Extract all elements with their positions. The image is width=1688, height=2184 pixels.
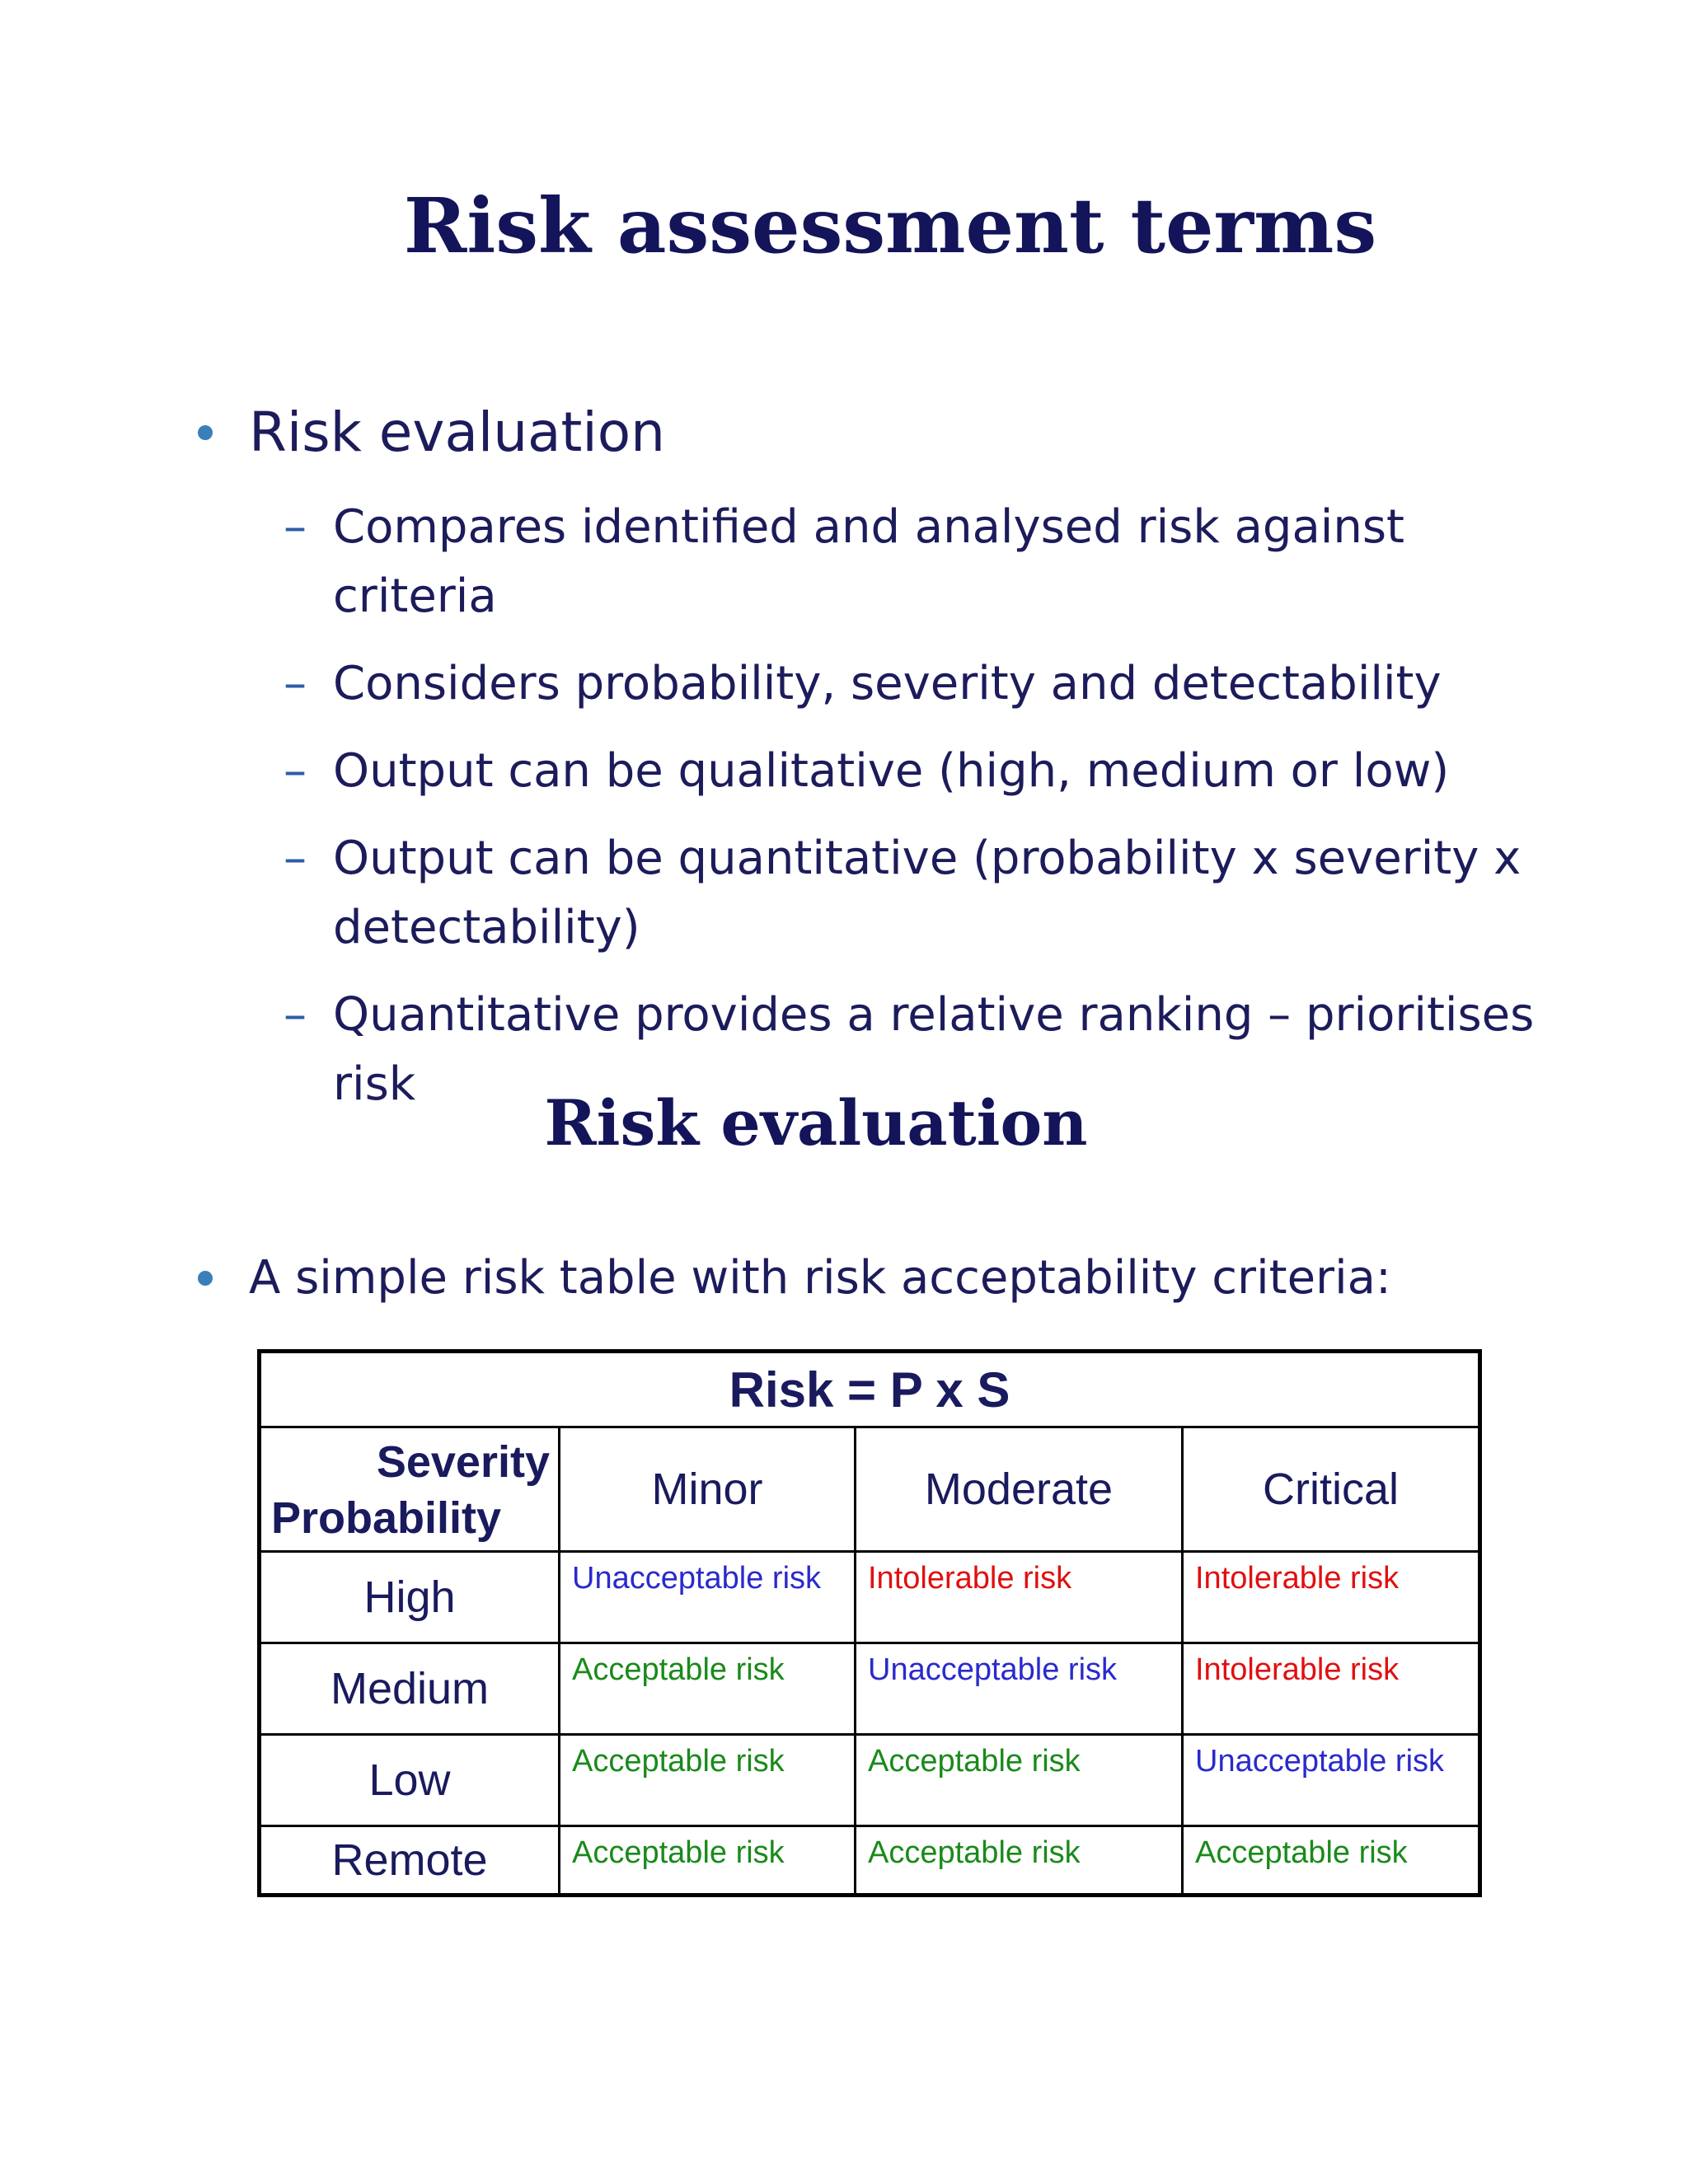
risk-formula: Risk = P x S (260, 1352, 1480, 1427)
severity-label: Severity (376, 1437, 550, 1487)
sub-item (284, 824, 1569, 963)
row-header: Low (260, 1735, 560, 1826)
column-header: Critical (1183, 1427, 1480, 1552)
section-title: Risk evaluation (544, 1086, 1088, 1160)
axis-header-cell (260, 1427, 560, 1552)
probability-label: Probability (271, 1493, 502, 1543)
dash-icon: – (284, 500, 307, 554)
risk-table (257, 1349, 1482, 1897)
sub-item-text: Quantitative provides a relative ranking – prioritises risk (333, 988, 1535, 1111)
dash-icon: – (284, 744, 307, 798)
table-row (260, 1552, 1480, 1643)
sub-list (284, 493, 1569, 1137)
sub-item (284, 649, 1569, 719)
sub-item-text: Output can be qualitative (high, medium or low) (333, 744, 1450, 798)
row-header: High (260, 1552, 560, 1643)
risk-cell: Acceptable risk (560, 1826, 856, 1896)
risk-cell: Acceptable risk (560, 1643, 856, 1735)
column-header: Moderate (856, 1427, 1183, 1552)
dash-icon: – (284, 832, 307, 885)
risk-cell: Intolerable risk (856, 1552, 1183, 1643)
sub-item-text: Considers probability, severity and detectability (333, 657, 1442, 710)
dash-icon: – (284, 657, 307, 710)
table-row (260, 1735, 1480, 1826)
row-header: Remote (260, 1826, 560, 1896)
table-row (260, 1643, 1480, 1735)
risk-cell: Unacceptable risk (856, 1643, 1183, 1735)
sub-item (284, 737, 1569, 806)
risk-cell: Intolerable risk (1183, 1552, 1480, 1643)
bullet-dot-icon (198, 425, 213, 440)
table-row (260, 1826, 1480, 1896)
risk-cell: Unacceptable risk (1183, 1735, 1480, 1826)
risk-cell: Intolerable risk (1183, 1643, 1480, 1735)
bullet-dot-icon (198, 1271, 213, 1286)
risk-cell: Acceptable risk (560, 1735, 856, 1826)
sub-item-text: Compares identified and analysed risk against criteria (333, 500, 1404, 623)
sub-item-text: Output can be quantitative (probability x severity x detectability) (333, 832, 1522, 954)
risk-cell: Acceptable risk (856, 1826, 1183, 1896)
risk-cell: Acceptable risk (1183, 1826, 1480, 1896)
page-title: Risk assessment terms (403, 181, 1377, 270)
risk-cell: Unacceptable risk (560, 1552, 856, 1643)
dash-icon: – (284, 988, 307, 1042)
bullet-text: Risk evaluation (249, 401, 665, 464)
risk-cell: Acceptable risk (856, 1735, 1183, 1826)
column-header: Minor (560, 1427, 856, 1552)
bullet-risk-evaluation (198, 401, 665, 464)
bullet-text: A simple risk table with risk acceptability criteria: (249, 1251, 1391, 1305)
bullet-risk-table (198, 1251, 1391, 1305)
row-header: Medium (260, 1643, 560, 1735)
sub-item (284, 493, 1569, 631)
